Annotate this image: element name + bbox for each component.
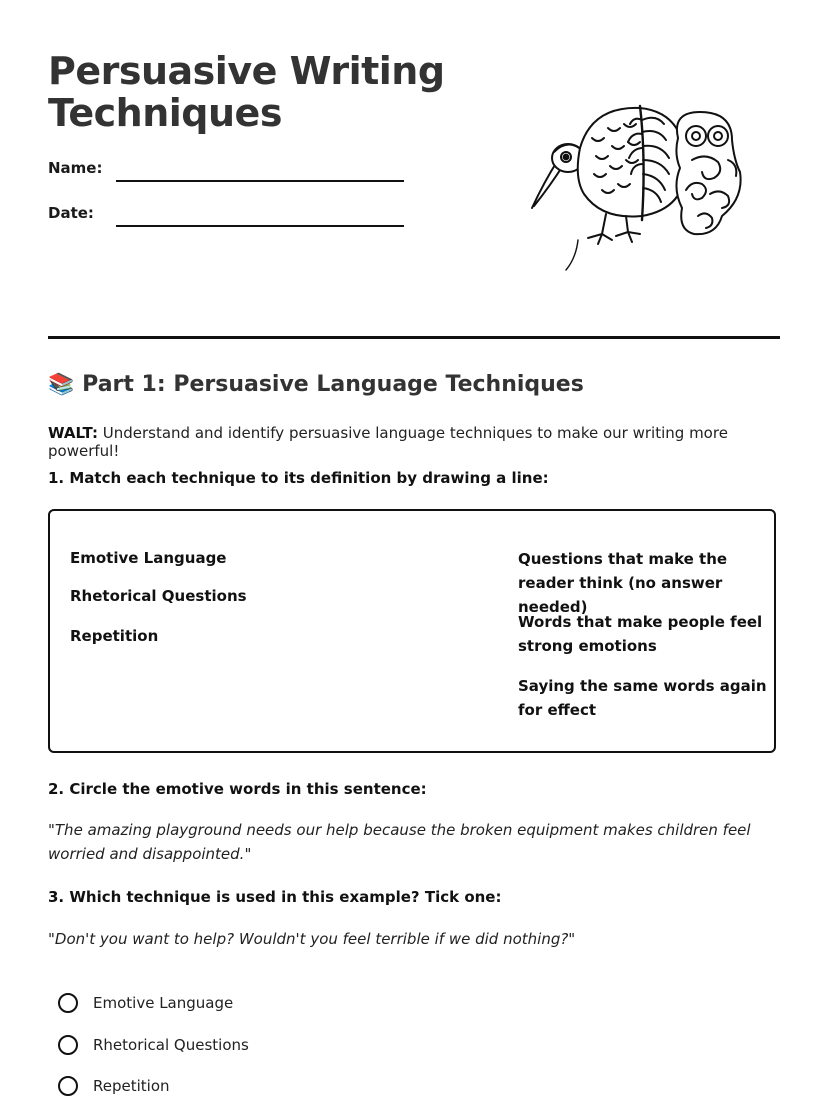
date-label: Date: — [48, 204, 94, 222]
question-3-prompt: 3. Which technique is used in this example? Tick one: — [48, 888, 502, 906]
option-repetition[interactable] — [58, 1074, 170, 1098]
option-rhetorical-questions[interactable] — [58, 1033, 249, 1057]
radio-circle[interactable] — [58, 993, 78, 1013]
walt-text: Understand and identify persuasive language techniques to make our writing more powerful! — [48, 424, 728, 460]
section-heading-text: Part 1: Persuasive Language Techniques — [82, 372, 584, 397]
section-divider — [48, 336, 780, 339]
option-label: Emotive Language — [93, 994, 234, 1012]
question-1-prompt: 1. Match each technique to its definition by drawing a line: — [48, 469, 549, 487]
walt-statement — [48, 424, 788, 460]
definition-repetition[interactable]: Saying the same words again for effect — [518, 677, 767, 719]
name-field[interactable] — [116, 180, 404, 182]
walt-label: WALT: — [48, 424, 98, 442]
matching-box — [48, 509, 776, 753]
technique-rhetorical-questions[interactable]: Rhetorical Questions — [70, 587, 247, 605]
name-label: Name: — [48, 159, 103, 177]
technique-emotive-language[interactable]: Emotive Language — [70, 549, 227, 567]
page-title: Persuasive Writing Techniques — [48, 49, 445, 135]
question-2-prompt: 2. Circle the emotive words in this sentence: — [48, 780, 427, 798]
radio-circle[interactable] — [58, 1035, 78, 1055]
definition-emotive[interactable]: Words that make people feel strong emotions — [518, 613, 763, 655]
radio-circle[interactable] — [58, 1076, 78, 1096]
books-icon: 📚 — [48, 372, 75, 396]
technique-repetition[interactable]: Repetition — [70, 627, 159, 645]
option-label: Repetition — [93, 1077, 170, 1095]
question-3-example: "Don't you want to help? Wouldn't you feel terrible if we did nothing?" — [48, 930, 576, 948]
question-2-sentence[interactable]: "The amazing playground needs our help because the broken equipment makes children feel worried and disappointed." — [48, 821, 751, 863]
section-heading — [48, 372, 584, 397]
kiwi-bird-icon — [522, 98, 758, 276]
definition-rhetorical[interactable]: Questions that make the reader think (no answer needed) — [518, 550, 728, 616]
option-emotive-language[interactable] — [58, 991, 233, 1015]
date-field[interactable] — [116, 225, 404, 227]
option-label: Rhetorical Questions — [93, 1036, 249, 1054]
